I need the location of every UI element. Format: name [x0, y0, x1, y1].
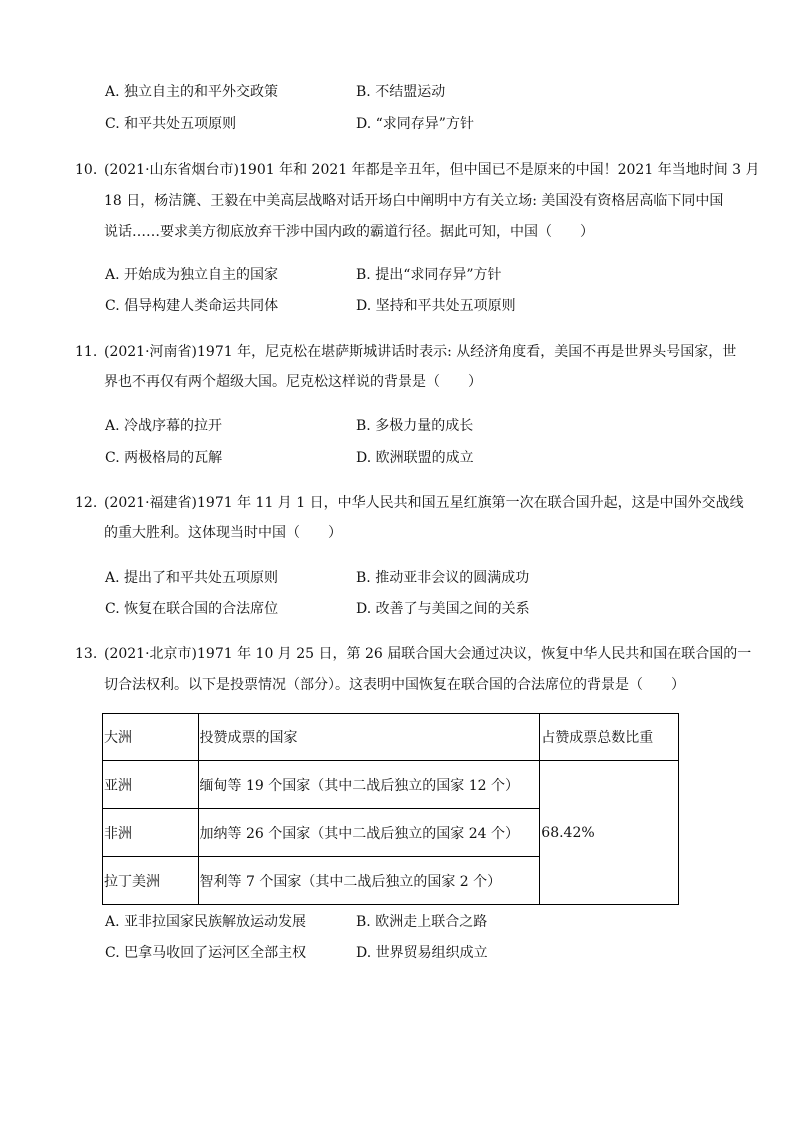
option-a: A. 冷战序幕的拉开 — [105, 418, 223, 434]
table-cell-continent: 亚洲 — [103, 761, 199, 809]
option-b: B. 多极力量的成长 — [356, 418, 474, 434]
table-header-cell: 大洲 — [103, 714, 199, 761]
table-cell-countries: 智利等 7 个国家（其中二战后独立的国家 2 个） — [198, 857, 540, 905]
option-b: B. 推动亚非会议的圆满成功 — [356, 570, 530, 586]
question-stem-line: 18 日，杨洁篪、王毅在中美高层战略对话开场白中阐明中方有关立场: 美国没有资格居高临下同中国 — [104, 193, 724, 209]
question-number: 10. — [75, 162, 98, 178]
option-d: D. 世界贸易组织成立 — [356, 945, 488, 961]
option-c: C. 恢复在联合国的合法席位 — [105, 601, 279, 617]
question-stem-line: (2021·河南省)1971 年，尼克松在堪萨斯城讲话时表示: 从经济角度看，美国不再是世界头号国家，世 — [104, 344, 737, 360]
option-d: D. 欧洲联盟的成立 — [356, 450, 474, 466]
question-number: 12. — [75, 495, 98, 511]
question-stem-line: (2021·山东省烟台市)1901 年和 2021 年都是辛丑年，但中国已不是原来的中国！2021 年当地时间 3 月 — [104, 162, 760, 178]
table-cell-share: 68.42% — [540, 761, 679, 905]
table-cell-continent: 拉丁美洲 — [103, 857, 199, 905]
q9-option-b: B. 不结盟运动 — [356, 84, 446, 100]
question-number: 11. — [75, 344, 98, 360]
table-header-cell: 投赞成票的国家 — [198, 714, 540, 761]
question-stem-line: (2021·福建省)1971 年 11 月 1 日，中华人民共和国五星红旗第一次在联合国升起，这是中国外交战线 — [104, 495, 744, 511]
option-a: A. 开始成为独立自主的国家 — [105, 267, 279, 283]
question-stem-line: 切合法权利。以下是投票情况（部分）。这表明中国恢复在联合国的合法席位的背景是（ ） — [104, 677, 685, 693]
voting-table — [102, 713, 679, 905]
question-stem-line: 说话……要求美方彻底放弃干涉中国内政的霸道行径。据此可知，中国（ ） — [104, 224, 594, 240]
table-cell-countries: 缅甸等 19 个国家（其中二战后独立的国家 12 个） — [198, 761, 540, 809]
question-number: 13. — [75, 646, 98, 662]
q9-option-a: A. 独立自主的和平外交政策 — [105, 84, 279, 100]
table-cell-countries: 加纳等 26 个国家（其中二战后独立的国家 24 个） — [198, 809, 540, 857]
option-a: A. 亚非拉国家民族解放运动发展 — [105, 914, 307, 930]
table-header-row — [103, 714, 679, 761]
option-c: C. 倡导构建人类命运共同体 — [105, 298, 279, 314]
option-d: D. 改善了与美国之间的关系 — [356, 601, 530, 617]
q9-option-c: C. 和平共处五项原则 — [105, 116, 237, 132]
question-stem-line: 界也不再仅有两个超级大国。尼克松这样说的背景是（ ） — [104, 374, 482, 390]
question-stem-line: 的重大胜利。这体现当时中国（ ） — [104, 525, 342, 541]
option-b: B. 欧洲走上联合之路 — [356, 914, 488, 930]
option-a: A. 提出了和平共处五项原则 — [105, 570, 279, 586]
option-b: B. 提出“求同存异”方针 — [356, 267, 502, 283]
table-row — [103, 761, 679, 809]
question-stem-line: (2021·北京市)1971 年 10 月 25 日，第 26 届联合国大会通过决议，恢复中华人民共和国在联合国的一 — [104, 646, 752, 662]
option-c: C. 巴拿马收回了运河区全部主权 — [105, 945, 307, 961]
table-cell-continent: 非洲 — [103, 809, 199, 857]
option-c: C. 两极格局的瓦解 — [105, 450, 223, 466]
table-header-cell: 占赞成票总数比重 — [540, 714, 679, 761]
option-d: D. 坚持和平共处五项原则 — [356, 298, 516, 314]
q9-option-d: D. “求同存异”方针 — [356, 116, 474, 132]
